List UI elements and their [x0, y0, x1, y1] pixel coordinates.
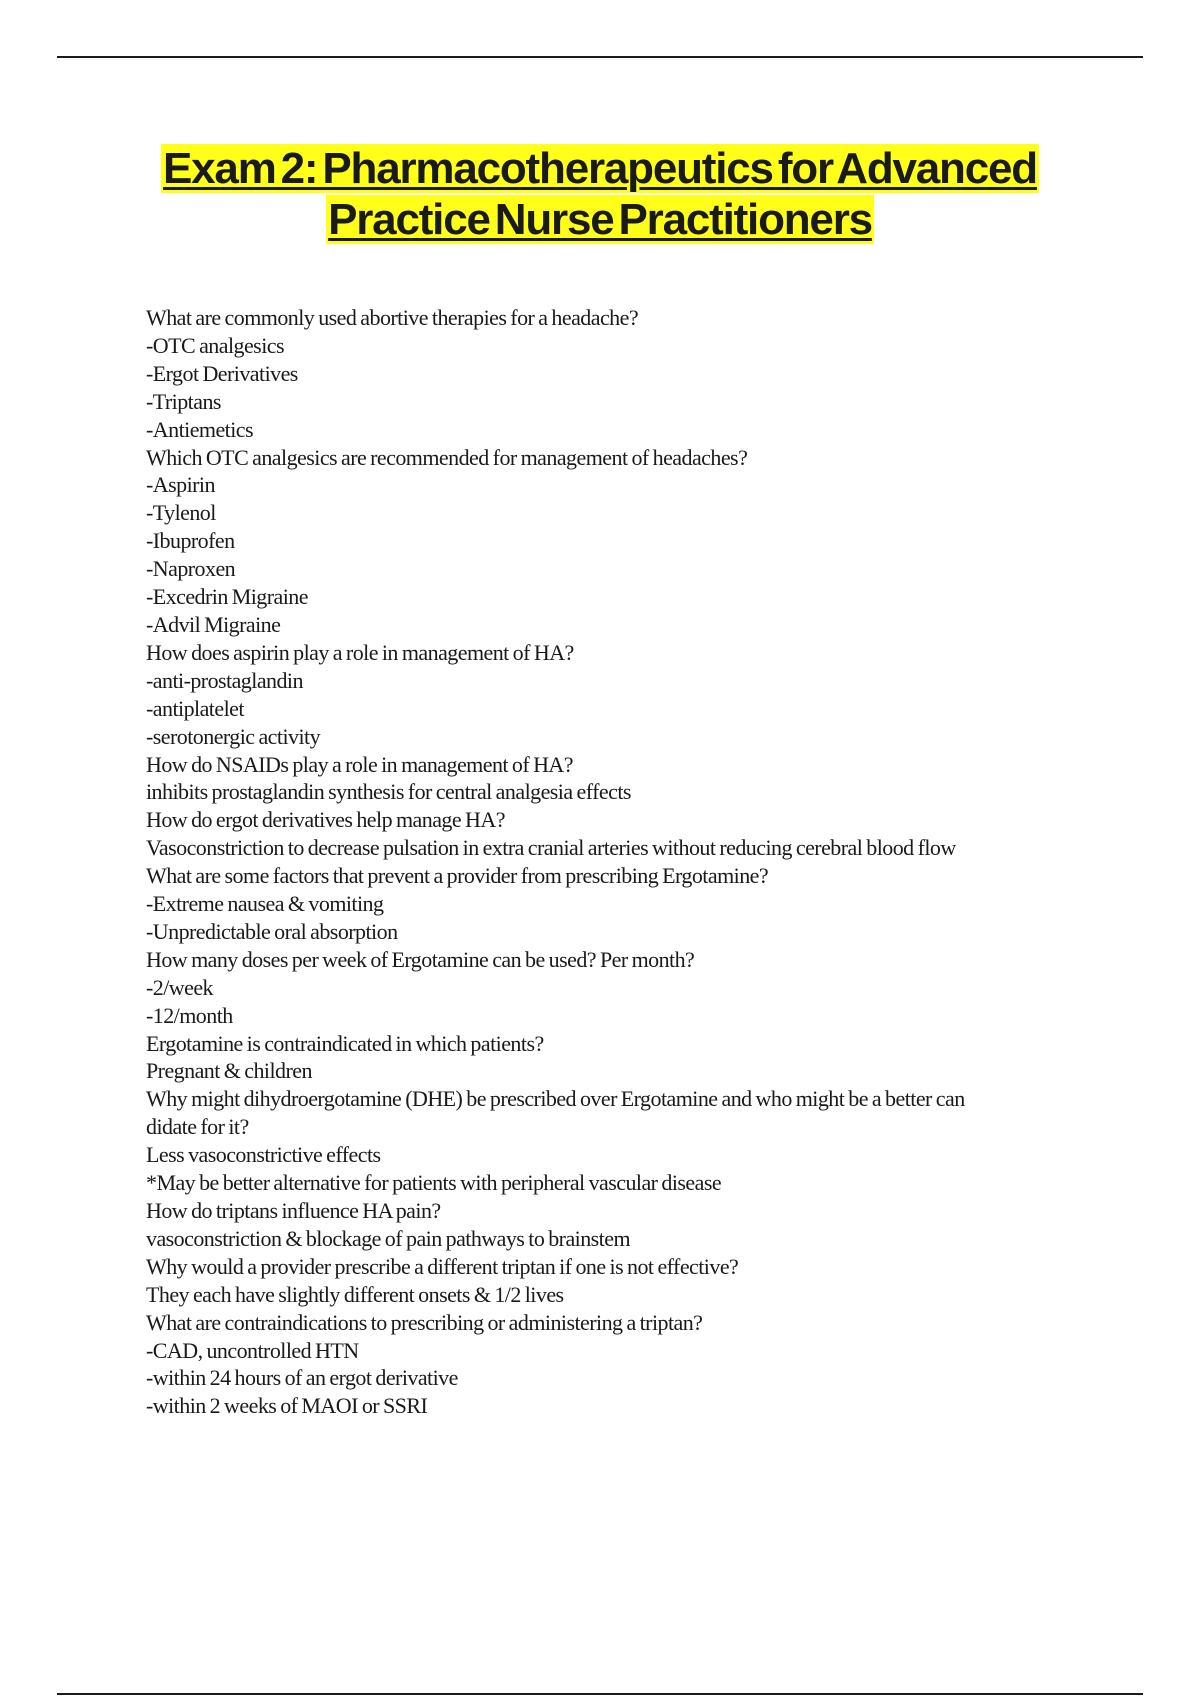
text-line: They each have slightly different onsets & 1/2 lives [146, 1281, 564, 1307]
text-line: -OTC analgesics [146, 332, 284, 358]
text-line: -Unpredictable oral absorption [146, 918, 398, 944]
title-line-2 [0, 195, 1200, 245]
text-line: vasoconstriction & blockage of pain pathways to brainstem [146, 1225, 631, 1251]
text-line: What are some factors that prevent a provider from prescribing Ergotamine? [146, 863, 769, 889]
text-line: -Tylenol [146, 500, 216, 526]
title-line-1 [0, 144, 1200, 194]
text-line: How do NSAIDs play a role in management of HA? [146, 751, 573, 777]
bottom-rule [57, 1693, 1143, 1695]
document-title [0, 144, 1200, 245]
text-line: -Advil Migraine [146, 611, 281, 637]
text-line: -antiplatelet [146, 695, 244, 721]
text-line: -within 24 hours of an ergot derivative [146, 1365, 458, 1391]
text-line: How do triptans influence HA pain? [146, 1198, 441, 1223]
text-line: What are commonly used abortive therapies for a headache? [146, 305, 639, 330]
top-rule [57, 56, 1143, 58]
text-line: -Antiemetics [146, 416, 254, 442]
text-line: Ergotamine is contraindicated in which patients? [146, 1030, 544, 1056]
text-line: How do ergot derivatives help manage HA? [146, 807, 505, 833]
text-line: -Excedrin Migraine [146, 584, 308, 610]
text-line: didate for it? [146, 1114, 249, 1140]
text-line: -Ergot Derivatives [146, 360, 298, 386]
title-line-2-text: Practice Nurse Practitioners [328, 195, 872, 244]
text-line: *May be better alternative for patients with peripheral vascular disease [146, 1170, 722, 1196]
question-answer-list [146, 304, 1106, 1420]
title-line-1-text: Exam 2: Pharmacotherapeutics for Advanced [163, 144, 1037, 193]
text-line: -12/month [146, 1002, 233, 1028]
text-line: -Aspirin [146, 472, 215, 498]
text-line: Which OTC analgesics are recommended for management of headaches? [146, 444, 748, 470]
text-line: -CAD, uncontrolled HTN [146, 1337, 359, 1363]
text-line: How many doses per week of Ergotamine can be used? Per month? [146, 946, 695, 972]
text-line: -2/week [146, 974, 214, 1000]
text-line: What are contraindications to prescribing or administering a triptan? [146, 1309, 703, 1335]
text-line: How does aspirin play a role in management of HA? [146, 639, 574, 665]
text-line: Why might dihydroergotamine (DHE) be prescribed over Ergotamine and who might be a better can [146, 1086, 965, 1112]
text-line: -Naproxen [146, 556, 236, 582]
text-line: Why would a provider prescribe a different triptan if one is not effective? [146, 1253, 739, 1279]
text-line: Vasoconstriction to decrease pulsation in extra cranial arteries without reducing cerebral blood flow [146, 835, 956, 861]
text-line: -anti-prostaglandin [146, 667, 303, 693]
text-line: inhibits prostaglandin synthesis for central analgesia effects [146, 779, 631, 805]
text-line: -Extreme nausea & vomiting [146, 891, 384, 917]
text-line: Pregnant & children [146, 1058, 312, 1084]
text-line: -within 2 weeks of MAOI or SSRI [146, 1393, 428, 1419]
text-line: -Triptans [146, 388, 221, 414]
text-line: -serotonergic activity [146, 723, 321, 749]
text-line: -Ibuprofen [146, 528, 235, 554]
text-line: Less vasoconstrictive effects [146, 1142, 381, 1168]
